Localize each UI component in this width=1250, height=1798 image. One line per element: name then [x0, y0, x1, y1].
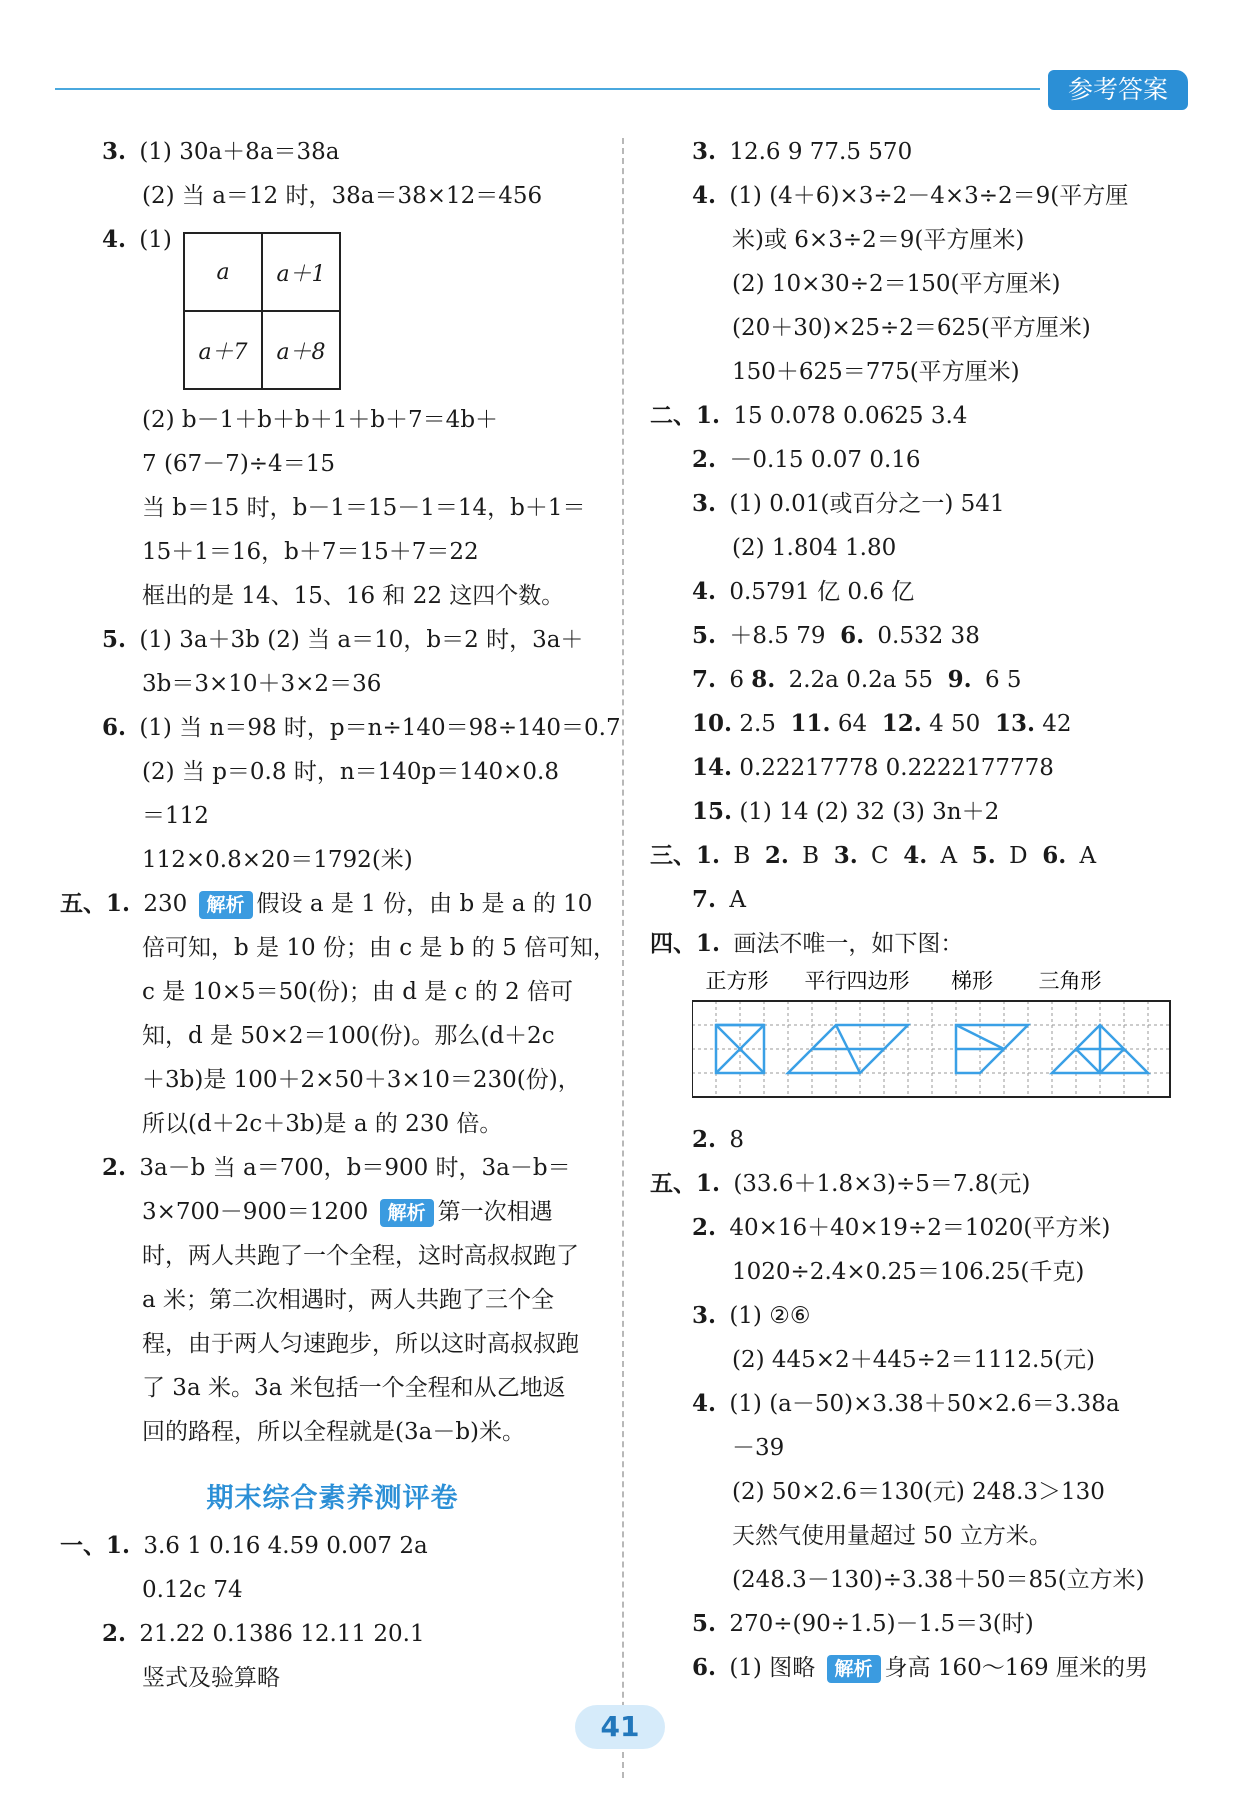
- line: 5. 270÷(90÷1.5)－1.5＝3(时): [692, 1610, 1034, 1637]
- line: c 是 10×5＝50(份)；由 d 是 c 的 2 倍可: [142, 979, 573, 1005]
- line: ＋3b)是 100＋2×50＋3×10＝230(份)，: [142, 1067, 581, 1093]
- line: 倍可知，b 是 10 份；由 c 是 b 的 5 倍可知，: [142, 935, 617, 961]
- line: 15. (1) 14 (2) 32 (3) 3n＋2: [692, 798, 1000, 825]
- line: 3×700－900＝1200 解析 第一次相遇: [142, 1199, 553, 1225]
- line: 3. (1) 0.01(或百分之一) 541: [692, 490, 1005, 517]
- line: 1020÷2.4×0.25＝106.25(千克): [732, 1259, 1085, 1285]
- line: 了 3a 米。3a 米包括一个全程和从乙地返: [142, 1375, 566, 1401]
- line: (2) 445×2＋445÷2＝1112.5(元): [732, 1347, 1095, 1373]
- line: 五、1. (33.6＋1.8×3)÷5＝7.8(元): [650, 1170, 1031, 1197]
- left-column: [60, 130, 621, 1700]
- line: 2. 8: [692, 1126, 744, 1153]
- line: 0.12c 74: [142, 1577, 243, 1603]
- grid-cell: a＋8: [262, 311, 340, 389]
- line: 15＋1＝16，b＋7＝15＋7＝22: [142, 539, 479, 565]
- line: a 米；第二次相遇时，两人共跑了三个全: [142, 1287, 555, 1313]
- line: 3b＝3×10＋3×2＝36: [142, 671, 382, 697]
- line: 2. 21.22 0.1386 12.11 20.1: [102, 1620, 425, 1647]
- line: 5. (1) 3a＋3b (2) 当 a＝10，b＝2 时，3a＋: [102, 626, 584, 653]
- line: 时，两人共跑了一个全程，这时高叔叔跑了: [142, 1243, 579, 1269]
- line: 4. 0.5791 亿 0.6 亿: [692, 578, 915, 605]
- line: 3. (1) 30a＋8a＝38a: [102, 138, 340, 165]
- line: (2) 1.804 1.80: [732, 535, 897, 561]
- line: (248.3－130)÷3.38＋50＝85(立方米): [732, 1567, 1145, 1593]
- column-divider: [622, 138, 624, 1778]
- line: 4. (1) (4＋6)×3÷2－4×3÷2＝9(平方厘: [692, 182, 1129, 209]
- line: 框出的是 14、15、16 和 22 这四个数。: [142, 583, 565, 609]
- line: 3. (1) ②⑥: [692, 1302, 811, 1329]
- shape-label: 三角形: [1038, 969, 1102, 993]
- line: 一、1. 3.6 1 0.16 4.59 0.007 2a: [60, 1532, 428, 1559]
- line: 14. 0.22217778 0.2222177778: [692, 754, 1054, 781]
- line: 程，由于两人匀速跑步，所以这时高叔叔跑: [142, 1331, 579, 1357]
- line: (2) 50×2.6＝130(元) 248.3＞130: [732, 1479, 1105, 1505]
- grid-cell: a＋1: [262, 233, 340, 311]
- line: －39: [732, 1435, 785, 1461]
- line: 所以(d＋2c＋3b)是 a 的 230 倍。: [142, 1111, 503, 1137]
- line: 2. 3a－b 当 a＝700，b＝900 时，3a－b＝: [102, 1154, 571, 1181]
- line: 4. (1): [102, 226, 172, 253]
- shapes-figure: [692, 968, 1210, 1114]
- line: 7 (67－7)÷4＝15: [142, 451, 335, 477]
- line: 3. 12.6 9 77.5 570: [692, 138, 913, 165]
- line: (2) 当 p＝0.8 时，n＝140p＝140×0.8: [142, 759, 559, 785]
- line: 三、1. B 2. B 3. C 4. A 5. D 6. A: [650, 842, 1097, 869]
- line: (20＋30)×25÷2＝625(平方厘米): [732, 315, 1091, 341]
- line: 6. (1) 当 n＝98 时，p＝n÷140＝98÷140＝0.7: [102, 714, 621, 741]
- analysis-tag: 解析: [827, 1655, 881, 1683]
- line: (2) 10×30÷2＝150(平方厘米): [732, 271, 1061, 297]
- analysis-tag: 解析: [199, 891, 253, 919]
- analysis-tag: 解析: [380, 1199, 434, 1227]
- line: 10. 2.5 11. 64 12. 4 50 13. 42: [692, 710, 1072, 737]
- shape-label: 梯形: [951, 969, 993, 993]
- line: (2) 当 a＝12 时，38a＝38×12＝456: [142, 183, 543, 209]
- shape-label: 平行四边形: [804, 969, 910, 993]
- line: 6. (1) 图略 解析 身高 160～169 厘米的男: [692, 1654, 1148, 1681]
- line: ＝112: [142, 803, 209, 829]
- line: 四、1. 画法不唯一，如下图：: [650, 930, 964, 957]
- line: 112×0.8×20＝1792(米): [142, 847, 413, 873]
- right-column: [650, 130, 1210, 1690]
- line: 4. (1) (a－50)×3.38＋50×2.6＝3.38a: [692, 1390, 1120, 1417]
- line: 5. ＋8.5 79 6. 0.532 38: [692, 622, 980, 649]
- line: 二、1. 15 0.078 0.0625 3.4: [650, 402, 968, 429]
- grid-cell: a: [184, 233, 262, 311]
- line: 150＋625＝775(平方厘米): [732, 359, 1020, 385]
- line: 7. 6 8. 2.2a 0.2a 55 9. 6 5: [692, 666, 1022, 693]
- line: 当 b＝15 时，b－1＝15－1＝14，b＋1＝: [142, 495, 586, 521]
- line: 2. 40×16＋40×19÷2＝1020(平方米): [692, 1214, 1111, 1241]
- line: (2) b－1＋b＋b＋1＋b＋7＝4b＋: [142, 407, 499, 433]
- line: 2. －0.15 0.07 0.16: [692, 446, 921, 473]
- shapes-grid-svg: [692, 968, 1172, 1108]
- line: 7. A: [692, 886, 746, 913]
- page-number: 41: [575, 1705, 665, 1749]
- shape-label: 正方形: [705, 969, 769, 993]
- section-title: 期末综合素养测评卷: [206, 1483, 459, 1514]
- answer-key-badge: 参考答案: [1048, 70, 1188, 110]
- line: 米)或 6×3÷2＝9(平方厘米): [732, 227, 1025, 253]
- line: 竖式及验算略: [142, 1665, 280, 1691]
- line: 五、1. 230 解析 假设 a 是 1 份，由 b 是 a 的 10: [60, 890, 593, 917]
- header-rule: [55, 88, 1040, 90]
- line: 天然气使用量超过 50 立方米。: [732, 1523, 1052, 1549]
- grid-cell: a＋7: [184, 311, 262, 389]
- line: 知，d 是 50×2＝100(份)。那么(d＋2c: [142, 1023, 555, 1049]
- line: 回的路程，所以全程就是(3a－b)米。: [142, 1419, 526, 1445]
